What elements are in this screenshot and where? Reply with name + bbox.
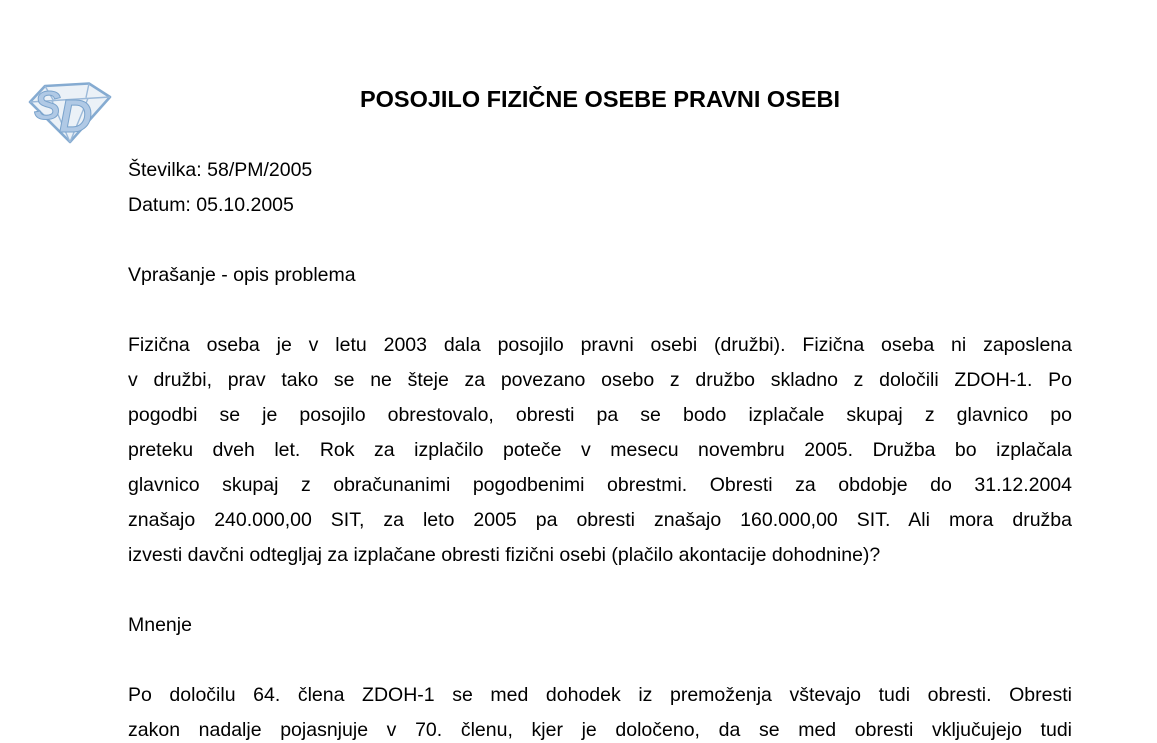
page-title: POSOJILO FIZIČNE OSEBE PRAVNI OSEBI [359, 86, 841, 112]
sd-diamond-logo-icon [26, 80, 114, 146]
paragraph-line: preteku dveh let. Rok za izplačilo poteče v mesecu novembru 2005. Družba bo izplačala [128, 439, 1072, 461]
spacer [128, 293, 1072, 328]
paragraph-line: znašajo 240.000,00 SIT, za leto 2005 pa obresti znašajo 160.000,00 SIT. Ali mora družba [128, 509, 1072, 531]
question-paragraph [128, 328, 1072, 573]
doc-date-label: Datum: [128, 194, 191, 216]
opinion-paragraph [128, 678, 1072, 743]
doc-number-label: Številka: [128, 159, 202, 181]
doc-date [128, 188, 1072, 223]
paragraph-line: zakon nadalje pojasnjuje v 70. členu, kjer je določeno, da se med obresti vključujejo tudi [128, 719, 1072, 741]
doc-number [128, 153, 1072, 188]
spacer [128, 643, 1072, 678]
paragraph-line: pogodbi se je posojilo obrestovalo, obresti pa se bodo izplačale skupaj z glavnico po [128, 404, 1072, 426]
paragraph-line: v družbi, prav tako se ne šteje za povezano osebo z družbo skladno z določili ZDOH-1. Po [128, 369, 1072, 391]
paragraph-line: Fizična oseba je v letu 2003 dala posojilo pravni osebi (družbi). Fizična oseba ni zaposlena [128, 334, 1072, 356]
question-heading: Vprašanje - opis problema [128, 264, 356, 286]
doc-date-value: 05.10.2005 [196, 194, 294, 216]
spacer [128, 223, 1072, 258]
logo-letter-s: S [34, 84, 61, 128]
paragraph-line: izvesti davčni odtegljaj za izplačane obresti fizični osebi (plačilo akontacije dohodnine)? [128, 544, 881, 566]
opinion-heading: Mnenje [128, 614, 192, 636]
document-body [128, 153, 1072, 743]
logo-letter-d: D [59, 90, 93, 142]
spacer [128, 573, 1072, 608]
paragraph-line: glavnico skupaj z obračunanimi pogodbenimi obrestmi. Obresti za obdobje do 31.12.2004 [128, 474, 1072, 496]
paragraph-line: Po določilu 64. člena ZDOH-1 se med dohodek iz premoženja vštevajo tudi obresti. Obresti [128, 684, 1072, 706]
doc-number-value: 58/PM/2005 [207, 159, 313, 181]
